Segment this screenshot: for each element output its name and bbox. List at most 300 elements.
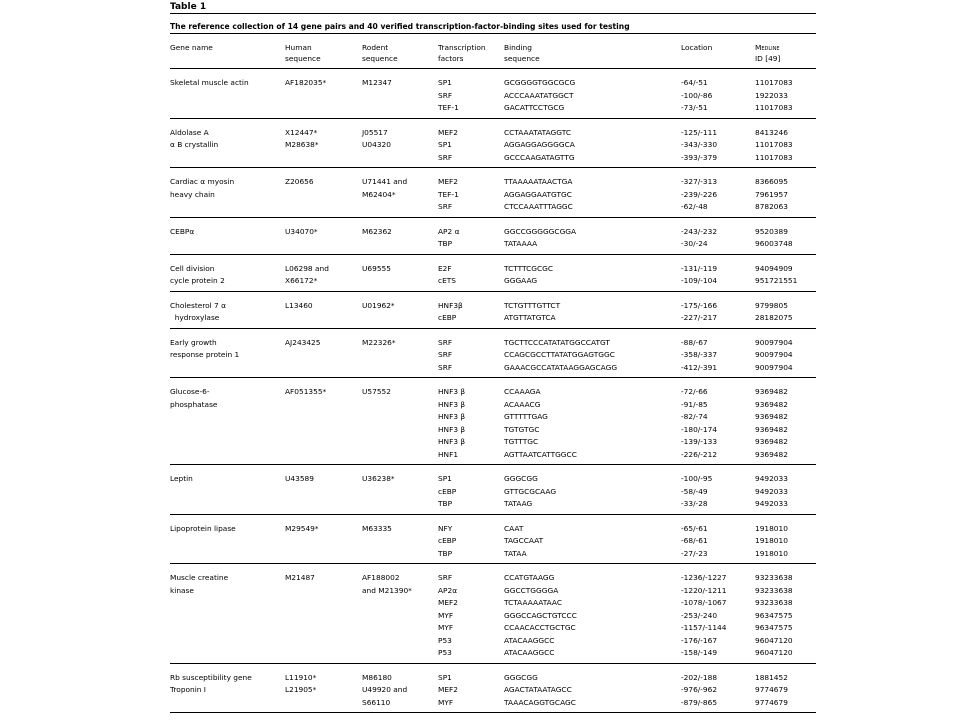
binding-sequence-cell: TGTGTGC <box>504 424 540 434</box>
transcription-factor-cell: SRF <box>438 362 453 372</box>
binding-sequence-cell: CAAT <box>504 523 524 533</box>
table-row <box>170 535 816 548</box>
medline-id-cell: 9774679 <box>755 697 788 707</box>
rodent-sequence-cell <box>362 597 438 610</box>
human-sequence-cell <box>285 585 362 598</box>
table-row <box>170 411 816 424</box>
location-cell: -202/-188 <box>681 672 718 682</box>
location-cell: -227/-217 <box>681 313 718 322</box>
gene-name-cell: Glucose-6- <box>170 387 210 396</box>
location-cell: -82/-74 <box>681 412 708 421</box>
gene-name-cell: Cell division <box>170 263 215 273</box>
table-row <box>170 362 816 378</box>
location-cell: -358/-337 <box>681 350 718 359</box>
table-row <box>170 498 816 514</box>
medline-id-cell: 9369482 <box>755 412 788 421</box>
transcription-factor-cell: HNF1 <box>438 449 459 459</box>
table-row <box>170 328 816 349</box>
location-cell: -109/-104 <box>681 276 718 285</box>
human-sequence-cell: L21905* <box>285 685 317 694</box>
medline-id-cell: 9492033 <box>755 474 788 483</box>
rodent-sequence-cell <box>362 362 438 378</box>
binding-sequence-cell: GTTTTTGAG <box>504 412 548 421</box>
table-row <box>170 168 816 189</box>
binding-sequence-cell: ATACAAGGCC <box>504 648 555 657</box>
rodent-sequence-cell <box>362 411 438 424</box>
human-sequence-cell <box>285 597 362 610</box>
rodent-sequence-cell <box>362 635 438 648</box>
location-cell: -64/-51 <box>681 78 708 87</box>
table-row <box>170 663 816 684</box>
bottom-rule <box>170 712 816 713</box>
transcription-factor-cell: AP2 α <box>438 226 460 236</box>
medline-id-cell: 90097904 <box>755 350 793 359</box>
gene-name-cell <box>170 449 285 465</box>
gene-name-cell <box>170 362 285 378</box>
transcription-factor-cell: MYF <box>438 610 454 620</box>
location-cell: -72/-66 <box>681 387 708 396</box>
medline-id-cell: 28182075 <box>755 313 793 322</box>
binding-sequence-cell: AGGAGGAGGGGCA <box>504 140 575 149</box>
gene-name-cell: α B crystallin <box>170 140 219 149</box>
human-sequence-cell: M21487 <box>285 573 315 582</box>
medline-id-cell: 9369482 <box>755 424 788 434</box>
rodent-sequence-cell: U04320 <box>362 140 391 149</box>
gene-name-cell <box>170 610 285 623</box>
table-row <box>170 622 816 635</box>
human-sequence-cell <box>285 102 362 118</box>
table-row <box>170 139 816 152</box>
medline-id-cell: 9520389 <box>755 226 788 236</box>
gene-name-cell <box>170 597 285 610</box>
location-cell: -175/-166 <box>681 300 718 310</box>
binding-sequence-cell: CCTAAATATAGGTC <box>504 127 571 137</box>
human-sequence-cell: L11910* <box>285 672 317 682</box>
human-sequence-cell <box>285 535 362 548</box>
medline-id-cell: 11017083 <box>755 78 793 87</box>
medline-id-cell: 9369482 <box>755 399 788 409</box>
transcription-factor-cell: TEF-1 <box>438 189 459 199</box>
human-sequence-cell: AF051355* <box>285 387 327 396</box>
header-medline-id: Medline ID [49] <box>755 43 781 63</box>
reference-table <box>170 34 816 712</box>
medline-id-cell: 93233638 <box>755 598 793 607</box>
binding-sequence-cell: GGCCGGGGGCGGA <box>504 226 577 236</box>
binding-sequence-cell: TAAACAGGTGCAGC <box>504 697 576 707</box>
location-cell: -343/-330 <box>681 140 718 149</box>
location-cell: -65/-61 <box>681 523 708 533</box>
gene-name-cell: heavy chain <box>170 189 215 199</box>
table-label: Table 1 <box>170 2 207 12</box>
transcription-factor-cell: TBP <box>438 239 453 248</box>
binding-sequence-cell: GGGCCAGCTGTCCC <box>504 610 577 620</box>
table-row <box>170 564 816 585</box>
transcription-factor-cell: SRF <box>438 202 453 211</box>
location-cell: -1078/-1067 <box>681 598 727 607</box>
rodent-sequence-cell <box>362 498 438 514</box>
binding-sequence-cell: TATAAAA <box>504 239 538 248</box>
location-cell: -58/-49 <box>681 486 708 496</box>
location-cell: -412/-391 <box>681 362 718 372</box>
binding-sequence-cell: GGGCGG <box>504 672 538 682</box>
binding-sequence-cell: CCAACACCTGCTGC <box>504 623 576 632</box>
location-cell: -88/-67 <box>681 337 708 347</box>
location-cell: -976/-962 <box>681 685 718 694</box>
table-row <box>170 684 816 697</box>
gene-name-cell <box>170 647 285 663</box>
rodent-sequence-cell <box>362 436 438 449</box>
transcription-factor-cell: E2F <box>438 263 452 273</box>
table-row <box>170 275 816 291</box>
binding-sequence-cell: GACATTCCTGCG <box>504 103 565 112</box>
binding-sequence-cell: TATAA <box>504 548 527 558</box>
gene-name-cell: Skeletal muscle actin <box>170 78 249 87</box>
medline-id-cell: 9492033 <box>755 486 788 496</box>
transcription-factor-cell: SP1 <box>438 140 452 149</box>
transcription-factor-cell: SP1 <box>438 474 452 483</box>
gene-name-cell <box>170 622 285 635</box>
transcription-factor-cell: TBP <box>438 499 453 508</box>
medline-id-cell: 9774679 <box>755 685 788 694</box>
transcription-factor-cell: MEF2 <box>438 177 458 186</box>
medline-id-cell: 9369482 <box>755 449 788 459</box>
gene-name-cell <box>170 424 285 437</box>
human-sequence-cell <box>285 349 362 362</box>
rodent-sequence-cell: U71441 and <box>362 177 408 186</box>
medline-id-cell: 1922033 <box>755 90 788 100</box>
transcription-factor-cell: HNF3 β <box>438 424 466 434</box>
transcription-factor-cell: SP1 <box>438 78 452 87</box>
human-sequence-cell <box>285 312 362 328</box>
rodent-sequence-cell: M12347 <box>362 78 392 87</box>
gene-name-cell <box>170 436 285 449</box>
medline-id-cell: 11017083 <box>755 152 793 162</box>
location-cell: -125/-111 <box>681 127 718 137</box>
table-row <box>170 118 816 139</box>
location-cell: -33/-28 <box>681 499 708 508</box>
transcription-factor-cell: P53 <box>438 635 452 645</box>
medline-id-cell: 8366095 <box>755 177 788 186</box>
location-cell: -139/-133 <box>681 437 718 446</box>
transcription-factor-cell: P53 <box>438 648 452 657</box>
transcription-factor-cell: MEF2 <box>438 685 458 694</box>
transcription-factor-cell: HNF3β <box>438 300 463 310</box>
table-row <box>170 610 816 623</box>
medline-id-cell: 96347575 <box>755 610 793 620</box>
medline-id-cell: 7961957 <box>755 189 788 199</box>
medline-id-cell: 96003748 <box>755 239 793 248</box>
table-row <box>170 90 816 103</box>
location-cell: -62/-48 <box>681 202 708 211</box>
header-binding-sequence: Binding sequence <box>504 43 540 63</box>
rodent-sequence-cell <box>362 238 438 254</box>
location-cell: -73/-51 <box>681 103 708 112</box>
rodent-sequence-cell <box>362 548 438 564</box>
medline-id-cell: 1918010 <box>755 536 788 545</box>
human-sequence-cell: L13460 <box>285 300 313 310</box>
human-sequence-cell <box>285 411 362 424</box>
gene-name-cell <box>170 498 285 514</box>
top-rule <box>170 13 816 14</box>
gene-name-cell <box>170 697 285 713</box>
table-row <box>170 312 816 328</box>
medline-id-cell: 1918010 <box>755 548 788 558</box>
medline-id-cell: 11017083 <box>755 140 793 149</box>
location-cell: -100/-86 <box>681 90 713 100</box>
binding-sequence-cell: GCCCAAGATAGTTG <box>504 152 575 162</box>
transcription-factor-cell: cEBP <box>438 486 457 496</box>
table-row <box>170 238 816 254</box>
table-row <box>170 697 816 713</box>
gene-name-cell: Cholesterol 7 α <box>170 300 226 310</box>
rodent-sequence-cell: M22326* <box>362 337 396 347</box>
transcription-factor-cell: cEBP <box>438 536 457 545</box>
location-cell: -131/-119 <box>681 263 718 273</box>
table-row <box>170 69 816 90</box>
location-cell: -100/-95 <box>681 474 713 483</box>
rodent-sequence-cell: M62362 <box>362 226 392 236</box>
location-cell: -27/-23 <box>681 548 708 558</box>
binding-sequence-cell: ATGTTATGTCA <box>504 313 556 322</box>
human-sequence-cell: M28638* <box>285 140 319 149</box>
medline-id-cell: 1881452 <box>755 672 788 682</box>
gene-name-cell: hydroxylase <box>170 313 220 322</box>
location-cell: -1157/-1144 <box>681 623 727 632</box>
medline-id-cell: 96047120 <box>755 648 793 657</box>
header-human-sequence: Human sequence <box>285 43 321 63</box>
human-sequence-cell: AF182035* <box>285 78 327 87</box>
binding-sequence-cell: GGGCGG <box>504 474 538 483</box>
medline-id-cell: 951721551 <box>755 276 798 285</box>
header-rodent-sequence: Rodent sequence <box>362 43 398 63</box>
medline-id-cell: 9369482 <box>755 437 788 446</box>
transcription-factor-cell: HNF3 β <box>438 387 466 396</box>
table-row <box>170 647 816 663</box>
medline-id-cell: 93233638 <box>755 573 793 582</box>
transcription-factor-cell: SRF <box>438 337 453 347</box>
human-sequence-cell: U43589 <box>285 474 314 483</box>
gene-name-cell: Leptin <box>170 474 193 483</box>
rodent-sequence-cell <box>362 647 438 663</box>
rodent-sequence-cell <box>362 610 438 623</box>
binding-sequence-cell: AGGAGGAATGTGC <box>504 189 572 199</box>
human-sequence-cell <box>285 90 362 103</box>
binding-sequence-cell: TGTTTGC <box>504 437 539 446</box>
medline-id-cell: 1918010 <box>755 523 788 533</box>
table-container <box>170 0 816 713</box>
rodent-sequence-cell: U49920 and <box>362 685 408 694</box>
binding-sequence-cell: AGTTAATCATTGGCC <box>504 449 577 459</box>
human-sequence-cell: X66172* <box>285 276 318 285</box>
rodent-sequence-cell <box>362 622 438 635</box>
binding-sequence-cell: TCTTTCGCGC <box>504 263 554 273</box>
transcription-factor-cell: MEF2 <box>438 127 458 137</box>
transcription-factor-cell: SRF <box>438 573 453 582</box>
table-row <box>170 217 816 238</box>
gene-name-cell <box>170 201 285 217</box>
human-sequence-cell <box>285 486 362 499</box>
location-cell: -226/-212 <box>681 449 718 459</box>
medline-id-cell: 96347575 <box>755 623 793 632</box>
binding-sequence-cell: TCTGTTTGTTCT <box>504 300 561 310</box>
rodent-sequence-cell: J05517 <box>362 127 388 137</box>
binding-sequence-cell: TATAAG <box>504 499 533 508</box>
rodent-sequence-cell <box>362 275 438 291</box>
table-row <box>170 349 816 362</box>
transcription-factor-cell: MYF <box>438 623 454 632</box>
medline-id-cell: 90097904 <box>755 337 793 347</box>
binding-sequence-cell: ATACAAGGCC <box>504 635 555 645</box>
transcription-factor-cell: cEBP <box>438 313 457 322</box>
human-sequence-cell <box>285 189 362 202</box>
human-sequence-cell <box>285 362 362 378</box>
header-gene-name: Gene name <box>170 43 213 52</box>
transcription-factor-cell: SRF <box>438 90 453 100</box>
table-row <box>170 399 816 412</box>
rodent-sequence-cell <box>362 102 438 118</box>
transcription-factor-cell: HNF3 β <box>438 437 466 446</box>
human-sequence-cell <box>285 647 362 663</box>
table-row <box>170 201 816 217</box>
table-row <box>170 597 816 610</box>
human-sequence-cell: AJ243425 <box>285 337 321 347</box>
gene-name-cell <box>170 90 285 103</box>
transcription-factor-cell: NFY <box>438 523 453 533</box>
location-cell: -158/-149 <box>681 648 718 657</box>
transcription-factor-cell: TEF-1 <box>438 103 459 112</box>
rodent-sequence-cell: U57552 <box>362 387 391 396</box>
medline-id-cell: 94094909 <box>755 263 793 273</box>
gene-name-cell <box>170 238 285 254</box>
table-row <box>170 291 816 312</box>
binding-sequence-cell: GGCCTGGGGA <box>504 585 559 595</box>
human-sequence-cell <box>285 498 362 514</box>
gene-name-cell <box>170 535 285 548</box>
table-row <box>170 486 816 499</box>
human-sequence-cell <box>285 238 362 254</box>
binding-sequence-cell: CCAGCGCCTTATATGGAGTGGC <box>504 350 615 359</box>
medline-id-cell: 11017083 <box>755 103 793 112</box>
rodent-sequence-cell <box>362 90 438 103</box>
gene-name-cell <box>170 152 285 168</box>
binding-sequence-cell: TTAAAAATAACTGA <box>504 177 573 186</box>
location-cell: -243/-232 <box>681 226 718 236</box>
rodent-sequence-cell: U69555 <box>362 263 391 273</box>
human-sequence-cell: X12447* <box>285 127 318 137</box>
human-sequence-cell <box>285 635 362 648</box>
transcription-factor-cell: TBP <box>438 548 453 558</box>
binding-sequence-cell: GCGGGGTGGCGCG <box>504 78 576 87</box>
gene-name-cell: Aldolase A <box>170 127 209 137</box>
gene-name-cell: Cardiac α myosin <box>170 177 235 186</box>
rodent-sequence-cell: M86180 <box>362 672 392 682</box>
gene-name-cell: Lipoprotein lipase <box>170 523 236 533</box>
table-row <box>170 424 816 437</box>
gene-name-cell: Muscle creatine <box>170 573 229 582</box>
medline-id-cell: 93233638 <box>755 585 793 595</box>
human-sequence-cell <box>285 201 362 217</box>
human-sequence-cell <box>285 152 362 168</box>
medline-id-cell: 90097904 <box>755 362 793 372</box>
human-sequence-cell: M29549* <box>285 523 319 533</box>
binding-sequence-cell: GGGAAG <box>504 276 538 285</box>
transcription-factor-cell: SP1 <box>438 672 452 682</box>
binding-sequence-cell: TAGCCAAT <box>504 536 544 545</box>
binding-sequence-cell: ACCCAAATATGGCT <box>504 90 574 100</box>
location-cell: -91/-85 <box>681 399 708 409</box>
medline-id-cell: 8413246 <box>755 127 788 137</box>
gene-name-cell: CEBPα <box>170 226 195 236</box>
table-row <box>170 254 816 275</box>
human-sequence-cell: U34070* <box>285 226 318 236</box>
table-row <box>170 152 816 168</box>
medline-id-cell: 9492033 <box>755 499 788 508</box>
rodent-sequence-cell <box>362 535 438 548</box>
rodent-sequence-cell <box>362 349 438 362</box>
medline-id-cell: 9799805 <box>755 300 788 310</box>
transcription-factor-cell: AP2α <box>438 585 458 595</box>
rodent-sequence-cell: U01962* <box>362 300 395 310</box>
table-row <box>170 548 816 564</box>
gene-name-cell: Troponin I <box>170 685 206 694</box>
human-sequence-cell <box>285 610 362 623</box>
gene-name-cell: kinase <box>170 585 194 595</box>
human-sequence-cell: L06298 and <box>285 263 329 273</box>
table-row <box>170 449 816 465</box>
gene-name-cell <box>170 486 285 499</box>
binding-sequence-cell: ACAAACG <box>504 399 541 409</box>
gene-name-cell <box>170 548 285 564</box>
human-sequence-cell <box>285 449 362 465</box>
location-cell: -1220/-1211 <box>681 585 727 595</box>
gene-name-cell: cycle protein 2 <box>170 276 225 285</box>
rodent-sequence-cell: M62404* <box>362 189 396 199</box>
rodent-sequence-cell: AF188002 <box>362 573 400 582</box>
table-row <box>170 465 816 486</box>
table-row <box>170 635 816 648</box>
rodent-sequence-cell <box>362 449 438 465</box>
header-location: Location <box>681 43 713 52</box>
human-sequence-cell <box>285 424 362 437</box>
location-cell: -253/-240 <box>681 610 718 620</box>
table-row <box>170 189 816 202</box>
location-cell: -393/-379 <box>681 152 718 162</box>
gene-name-cell: phosphatase <box>170 399 218 409</box>
rodent-sequence-cell <box>362 152 438 168</box>
human-sequence-cell <box>285 697 362 713</box>
rodent-sequence-cell <box>362 399 438 412</box>
table-caption: The reference collection of 14 gene pairs and 40 verified transcription-factor-binding sites used for testing <box>170 22 630 31</box>
rodent-sequence-cell: and M21390* <box>362 585 412 595</box>
gene-name-cell <box>170 411 285 424</box>
human-sequence-cell <box>285 622 362 635</box>
binding-sequence-cell: CCAAAGA <box>504 387 541 396</box>
gene-name-cell: Rb susceptibility gene <box>170 672 252 682</box>
medline-id-cell: 8782063 <box>755 202 788 211</box>
table-row <box>170 378 816 399</box>
human-sequence-cell: Z20656 <box>285 177 314 186</box>
binding-sequence-cell: AGACTATAATAGCC <box>504 685 572 694</box>
header-transcription-factors: Transcription factors <box>438 43 486 63</box>
transcription-factor-cell: HNF3 β <box>438 399 466 409</box>
table-row <box>170 585 816 598</box>
rodent-sequence-cell <box>362 424 438 437</box>
human-sequence-cell <box>285 548 362 564</box>
medline-id-cell: 96047120 <box>755 635 793 645</box>
binding-sequence-cell: GAAACGCCATATAAGGAGCAGG <box>504 362 618 372</box>
location-cell: -30/-24 <box>681 239 708 248</box>
location-cell: -879/-865 <box>681 697 718 707</box>
